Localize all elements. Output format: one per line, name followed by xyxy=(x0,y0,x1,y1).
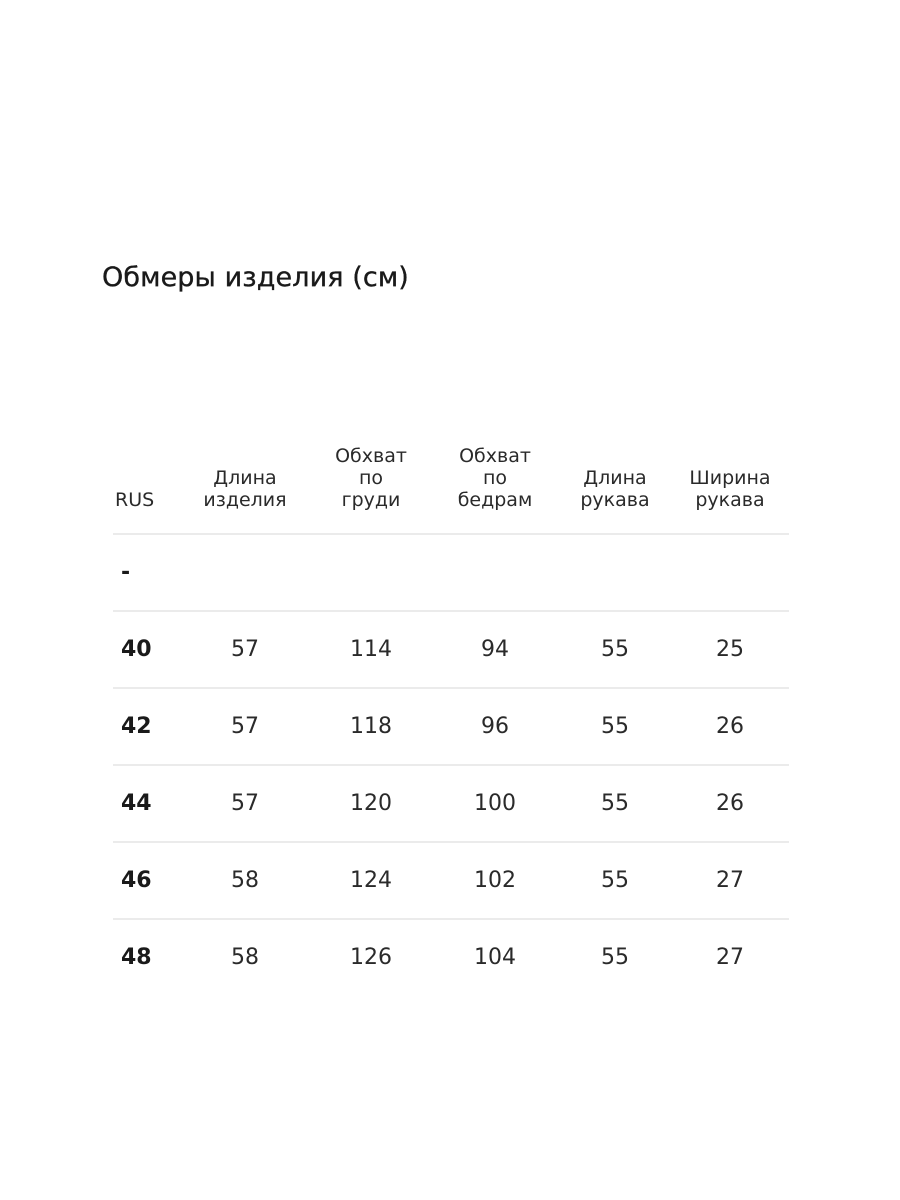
garment-length-cell: 57 xyxy=(179,765,311,842)
hip-girth-cell: 100 xyxy=(431,765,559,842)
sleeve-length-cell: 55 xyxy=(559,611,671,688)
column-header-rus: RUS xyxy=(113,408,179,534)
chest-girth-cell: 124 xyxy=(311,842,431,919)
table-row xyxy=(113,919,789,995)
hip-girth-cell: 94 xyxy=(431,611,559,688)
chest-girth-cell: 120 xyxy=(311,765,431,842)
sleeve-width-cell: 27 xyxy=(671,842,789,919)
size-cell: 46 xyxy=(113,842,179,919)
chest-girth-cell: 118 xyxy=(311,688,431,765)
garment-length-cell: 58 xyxy=(179,842,311,919)
size-cell: 48 xyxy=(121,945,152,970)
chest-girth-cell: 126 xyxy=(350,945,392,970)
size-chart-table xyxy=(113,408,789,995)
table-row xyxy=(113,688,789,765)
size-cell: 40 xyxy=(113,611,179,688)
hip-girth-cell: 104 xyxy=(474,945,516,970)
sleeve-width-cell: 25 xyxy=(671,611,789,688)
sleeve-length-cell xyxy=(559,534,671,611)
sleeve-width-cell: 26 xyxy=(671,765,789,842)
table-row xyxy=(113,611,789,688)
hip-girth-cell xyxy=(431,534,559,611)
table-row xyxy=(113,765,789,842)
size-cell: 42 xyxy=(113,688,179,765)
garment-length-cell: 57 xyxy=(179,611,311,688)
table-row xyxy=(113,842,789,919)
sleeve-width-cell xyxy=(671,534,789,611)
chest-girth-cell xyxy=(311,534,431,611)
garment-length-cell: 57 xyxy=(179,688,311,765)
column-header-sleeve-length: Длина рукава xyxy=(559,408,671,534)
hip-girth-cell: 102 xyxy=(431,842,559,919)
garment-length-cell xyxy=(179,534,311,611)
table-row xyxy=(113,534,789,611)
sleeve-length-cell: 55 xyxy=(559,765,671,842)
column-header-chest-girth: Обхват по груди xyxy=(311,408,431,534)
column-header-sleeve-width: Ширина рукава xyxy=(671,408,789,534)
sleeve-width-cell: 27 xyxy=(716,945,744,970)
page-title: Обмеры изделия (см) xyxy=(102,262,409,293)
chest-girth-cell: 114 xyxy=(311,611,431,688)
table-header-row xyxy=(113,408,789,534)
sleeve-length-cell: 55 xyxy=(601,945,629,970)
sleeve-length-cell: 55 xyxy=(559,688,671,765)
sleeve-width-cell: 26 xyxy=(671,688,789,765)
sleeve-length-cell: 55 xyxy=(559,842,671,919)
hip-girth-cell: 96 xyxy=(431,688,559,765)
column-header-garment-length: Длина изделия xyxy=(179,408,311,534)
column-header-hip-girth: Обхват по бедрам xyxy=(431,408,559,534)
size-cell: 44 xyxy=(113,765,179,842)
garment-length-cell: 58 xyxy=(231,945,259,970)
size-cell: - xyxy=(113,534,179,611)
